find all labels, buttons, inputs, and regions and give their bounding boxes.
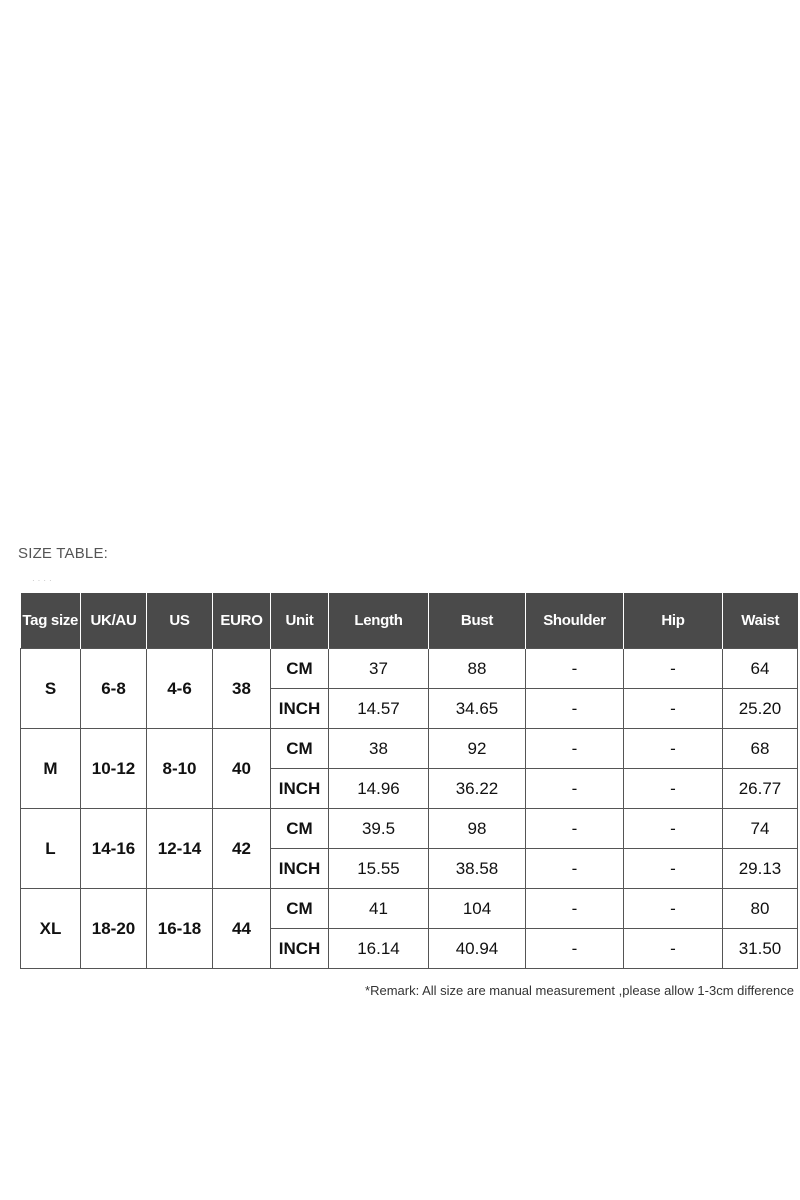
length-value: 16.14 — [329, 929, 429, 969]
us-size: 16-18 — [147, 889, 213, 969]
unit-inch: INCH — [271, 929, 329, 969]
hip-value: - — [624, 809, 723, 849]
hip-value: - — [624, 689, 723, 729]
unit-inch: INCH — [271, 769, 329, 809]
table-row — [21, 729, 798, 769]
hip-value: - — [624, 729, 723, 769]
us-size: 8-10 — [147, 729, 213, 809]
header-uk-au: UK/AU — [81, 593, 147, 649]
bust-value: 98 — [429, 809, 526, 849]
shoulder-value: - — [526, 649, 624, 689]
shoulder-value: - — [526, 689, 624, 729]
uk-au-size: 18-20 — [81, 889, 147, 969]
us-size: 4-6 — [147, 649, 213, 729]
shoulder-value: - — [526, 769, 624, 809]
waist-value: 74 — [723, 809, 798, 849]
hip-value: - — [624, 649, 723, 689]
table-row — [21, 809, 798, 849]
length-value: 14.96 — [329, 769, 429, 809]
unit-cm: CM — [271, 889, 329, 929]
header-hip: Hip — [624, 593, 723, 649]
unit-cm: CM — [271, 809, 329, 849]
waist-value: 26.77 — [723, 769, 798, 809]
header-unit: Unit — [271, 593, 329, 649]
uk-au-size: 14-16 — [81, 809, 147, 889]
hip-value: - — [624, 849, 723, 889]
decorative-dots: ···· — [32, 576, 55, 585]
shoulder-value: - — [526, 729, 624, 769]
table-header-row — [21, 593, 798, 649]
bust-value: 104 — [429, 889, 526, 929]
uk-au-size: 6-8 — [81, 649, 147, 729]
remark-note: *Remark: All size are manual measurement ,please allow 1-3cm difference — [365, 983, 794, 998]
hip-value: - — [624, 889, 723, 929]
uk-au-size: 10-12 — [81, 729, 147, 809]
bust-value: 34.65 — [429, 689, 526, 729]
waist-value: 68 — [723, 729, 798, 769]
shoulder-value: - — [526, 809, 624, 849]
bust-value: 36.22 — [429, 769, 526, 809]
header-length: Length — [329, 593, 429, 649]
bust-value: 88 — [429, 649, 526, 689]
length-value: 15.55 — [329, 849, 429, 889]
unit-cm: CM — [271, 649, 329, 689]
length-value: 38 — [329, 729, 429, 769]
table-row — [21, 649, 798, 689]
shoulder-value: - — [526, 849, 624, 889]
length-value: 41 — [329, 889, 429, 929]
size-label: L — [21, 809, 81, 889]
euro-size: 38 — [213, 649, 271, 729]
waist-value: 29.13 — [723, 849, 798, 889]
hip-value: - — [624, 769, 723, 809]
waist-value: 80 — [723, 889, 798, 929]
size-label: XL — [21, 889, 81, 969]
size-table-title: SIZE TABLE: — [18, 545, 109, 562]
hip-value: - — [624, 929, 723, 969]
waist-value: 25.20 — [723, 689, 798, 729]
length-value: 39.5 — [329, 809, 429, 849]
size-label: S — [21, 649, 81, 729]
length-value: 14.57 — [329, 689, 429, 729]
us-size: 12-14 — [147, 809, 213, 889]
size-table — [20, 593, 798, 969]
unit-inch: INCH — [271, 849, 329, 889]
bust-value: 40.94 — [429, 929, 526, 969]
length-value: 37 — [329, 649, 429, 689]
size-label: M — [21, 729, 81, 809]
header-tag-size: Tag size — [21, 593, 81, 649]
euro-size: 42 — [213, 809, 271, 889]
bust-value: 38.58 — [429, 849, 526, 889]
bust-value: 92 — [429, 729, 526, 769]
table-row — [21, 889, 798, 929]
unit-inch: INCH — [271, 689, 329, 729]
waist-value: 64 — [723, 649, 798, 689]
header-us: US — [147, 593, 213, 649]
euro-size: 44 — [213, 889, 271, 969]
unit-cm: CM — [271, 729, 329, 769]
waist-value: 31.50 — [723, 929, 798, 969]
header-waist: Waist — [723, 593, 798, 649]
euro-size: 40 — [213, 729, 271, 809]
header-bust: Bust — [429, 593, 526, 649]
header-euro: EURO — [213, 593, 271, 649]
shoulder-value: - — [526, 929, 624, 969]
header-shoulder: Shoulder — [526, 593, 624, 649]
shoulder-value: - — [526, 889, 624, 929]
